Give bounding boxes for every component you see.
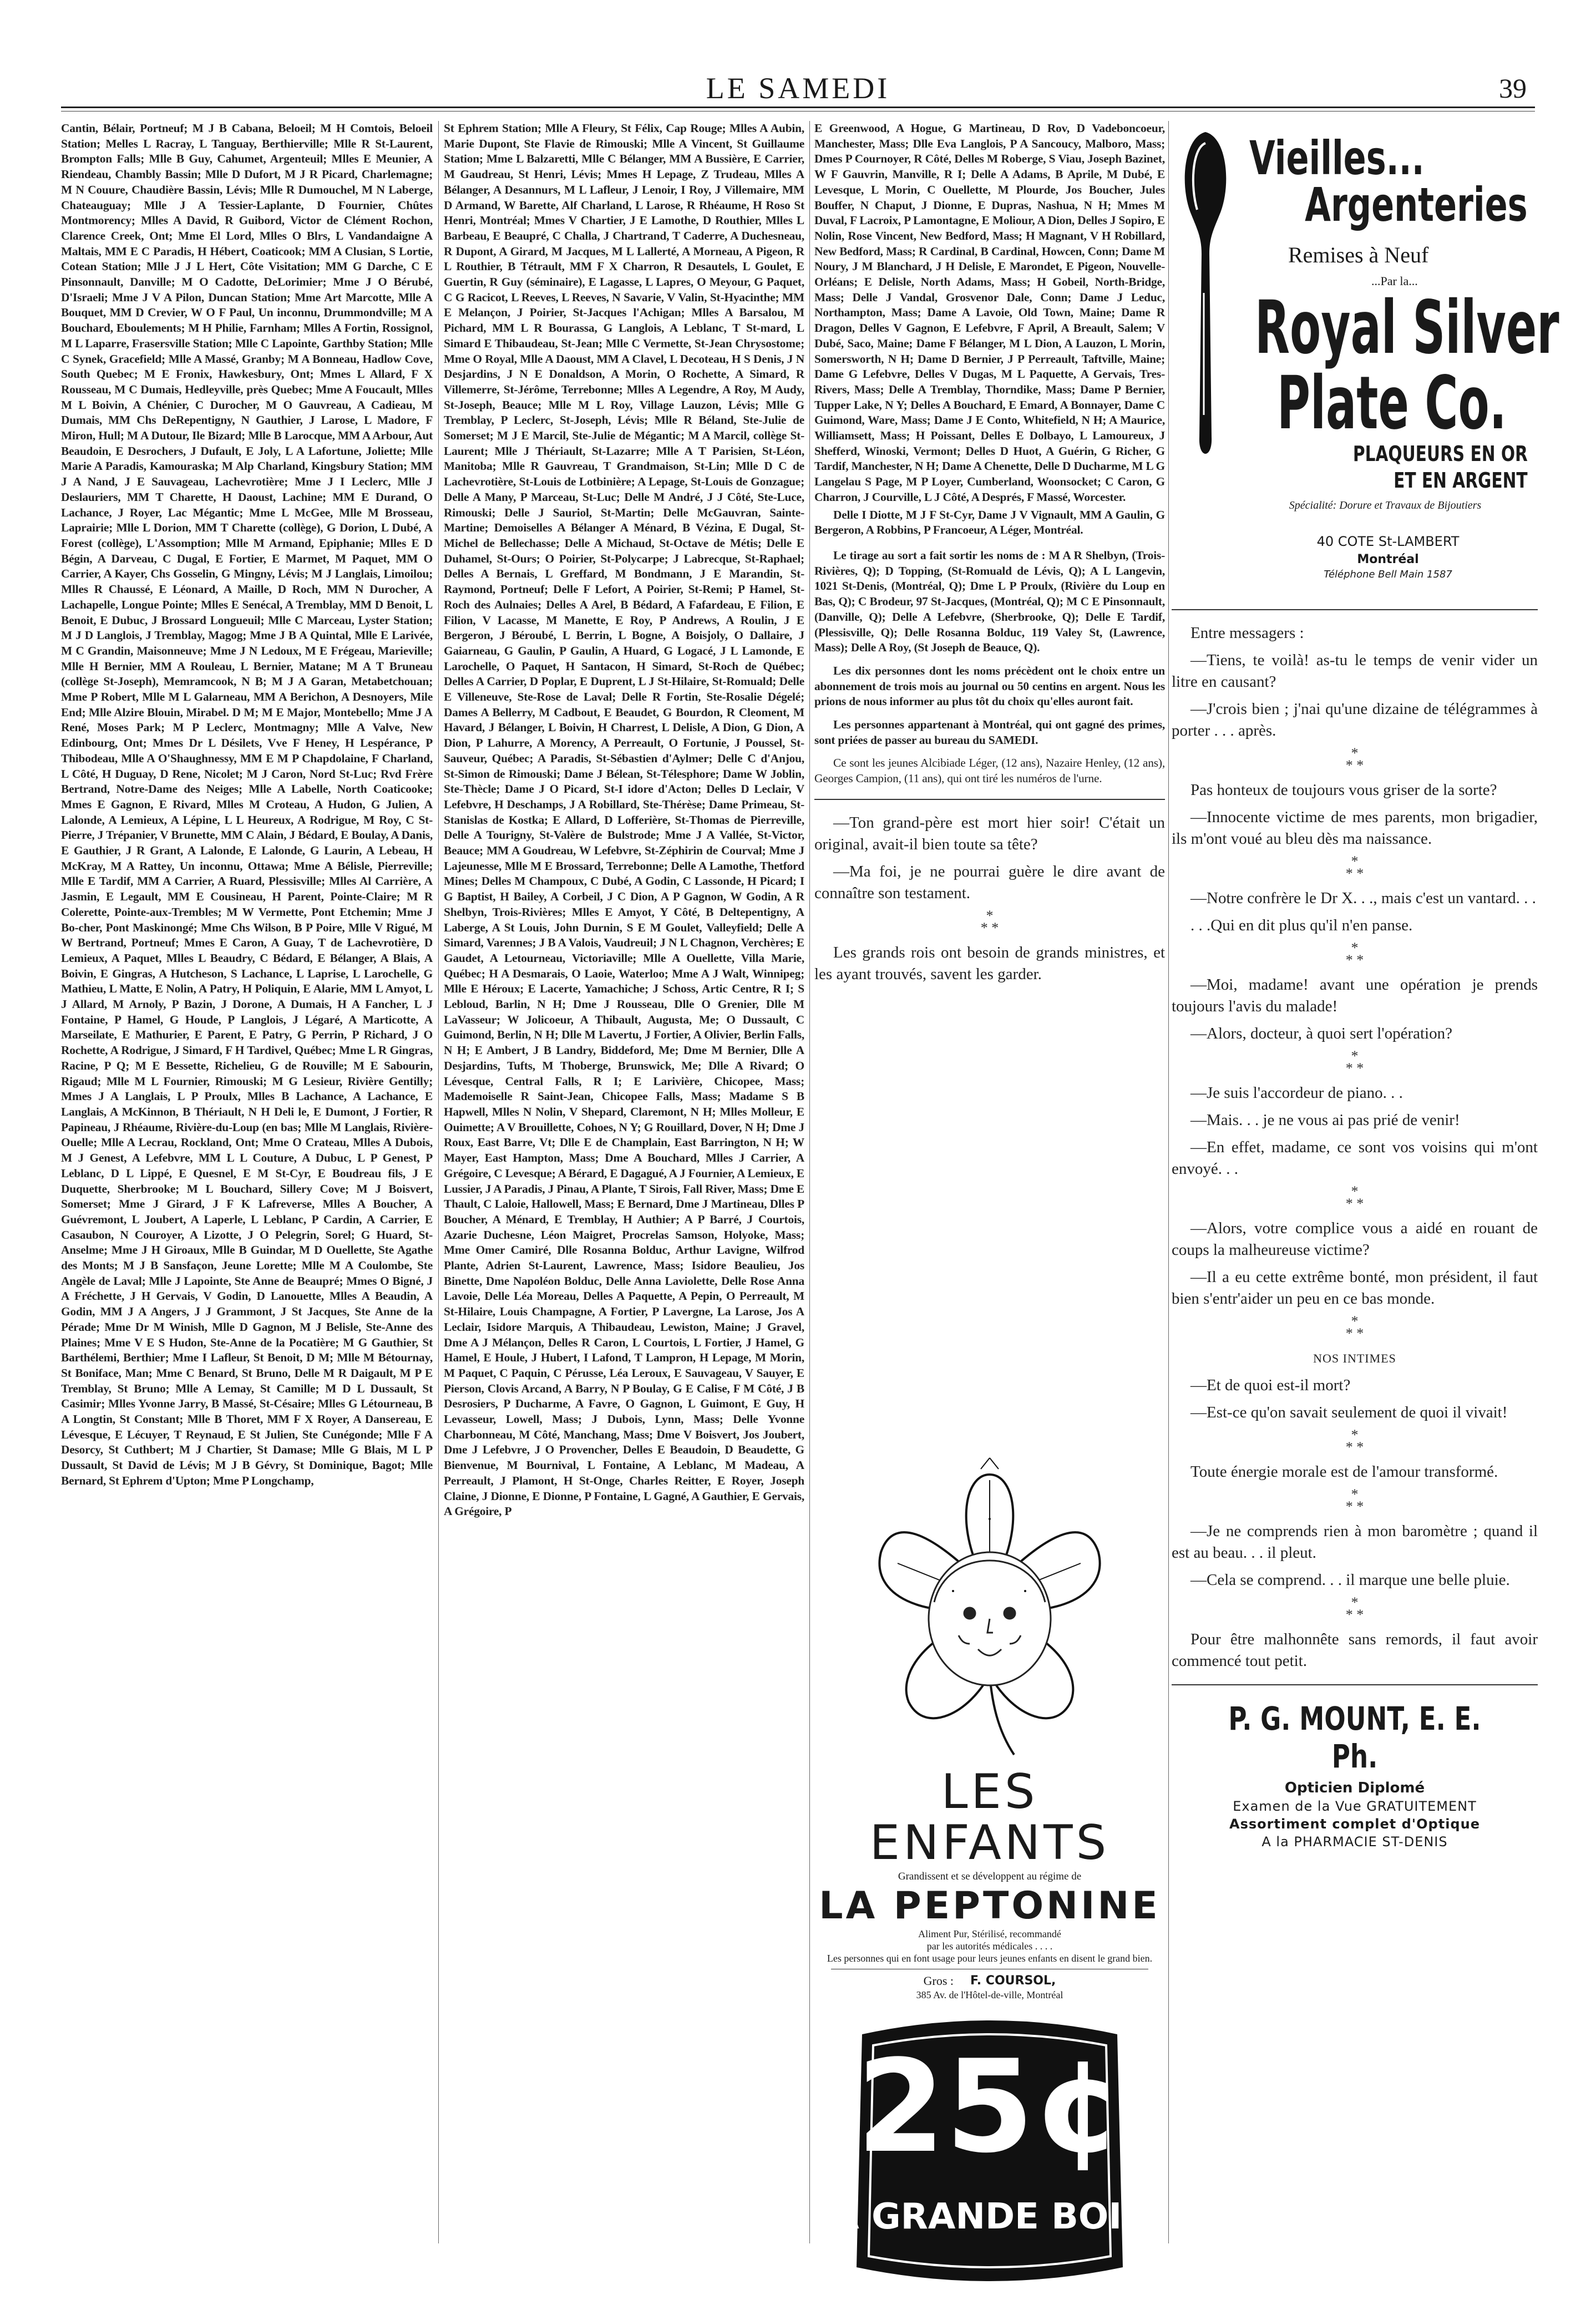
text-p13: —Alors, votre complice vous a aidé en rouant de coups la malheureuse victime? [1172,1219,1538,1259]
optician-line-2: Assortiment complet d'Optique [1229,1816,1480,1832]
divider [814,799,1165,800]
text-p10: —Je suis l'accordeur de piano. . . [1190,1084,1403,1102]
asterism: * * * [1345,1427,1364,1455]
header-rule-thin [61,111,1535,112]
subscribers-list: E Greenwood, A Hogue, G Martineau, D Rov, D Vadeboncoeur, Manchester, Mass; Dlle Eva Langlois, P A Sancoucy, Malboro, Mass; Dmes P Cournoyer, R Côté, Delles M Roberge, S Viau, Joseph Bazinet, W F Gauvrin, Manville, R I; Delle A Adams, B Aprile, M Dubé, E Levesque, L Morin, C Ouellette, M Plourde, Jos Boucher, Jules Bouffer, N Chaput, J Dionne, E Dupras, Nashua, N H; Mmes M Duval, F Lacroix, P Lamontagne, E Moliour, A Dion, Delles J Sopiro, E Nolin, Rose Vincent, New Bedford, Mass; H Magnant, V H Robillard, New Bedford, Mass; R Cardinal, B Cardinal, Howcen, Conn; Dame M Noury, J M Blanchard, J H Delisle, E Marondet, E Pigeon, Nouvelle-Orléans; E Delisle, North Adams, Mass; H Gobeil, North-Bridge, Mass; Delle J Vandal, Grosvenor Dale, Conn; Dame J Leduc, Northampton, Mass; Dame A Lavoie, Old Town, Maine; Dame R Dragon, Delles V Gagnon, E Lefebvre, F April, A Breault, Salem; V Dubé, Saco, Maine; Dame F Bélanger, M L Dion, A Lauzon, L Morin, Somersworth, N H; Dame D Bernier, J P Perreault, Taftville, Maine; Dame G Lefebvre, Delles V Dugas, M L Paquette, A Gervais, Tres-Rivers, Mass; Delle A Tremblay, Thorndike, Mass; Dame P Bernier, Tupper Lake, N Y; Delles A Bouchard, E Emard, A Bonnayer, Dame C Guimond, Ware, Mass; Dame J E Conto, Whitefield, N H; A Maurice, Williamsett, Mass; H Poissant, Delles E Dolbayo, L Lamoureux, J Shefferd, Winoski, Vermont; Delles D Huot, A Guérin, G Richer, G Tardif, Manchester, N H; Dame A Chenette, Delle D Ducharme, M L G Langelau S Page, M P Loyer, Cumberland, Woonsocket; C Caron, G Charron, J Courville, L J Côté, A Després, F Massé, Worcester. [814,121,1165,504]
text-p11: —Mais. . . je ne vous ai pas prié de venir! [1190,1111,1460,1129]
header-rule [61,107,1535,108]
joke-grandfather-a: —Ma foi, je ne pourrai guère le dire avant de connaître son testament. [814,862,1165,902]
text-p6: —Notre confrère le Dr X. . ., mais c'est un vantard. . . [1190,889,1536,907]
ad-address [1244,534,1532,580]
asterism: * * * [1345,1183,1364,1212]
joke-grandfather-q: —Ton grand-père est mort hier soir! C'était un original, avait-il bien toute sa tête? [814,813,1165,853]
text-p20: Pour être malhonnête sans remords, il faut avoir commencé tout petit. [1172,1630,1538,1670]
asterism: * * * [1345,1594,1364,1623]
ad-address: 385 Av. de l'Hôtel-de-ville, Montréal [916,1989,1063,2000]
asterism: * * * [980,907,999,936]
ad-brand-1: Royal Silver [1255,285,1559,371]
column-3 [809,121,1171,2243]
ad-title: LES ENFANTS [869,1764,1110,1871]
ad-line-5: PLAQUEURS EN OR [1352,442,1528,466]
text-p16: —Est-ce qu'on savait seulement de quoi il vivait! [1190,1404,1508,1421]
mount-optician-ad [1172,1700,1538,1850]
notice-montreal: Les personnes appartenant à Montréal, qui ont gagné des primes, sont priées de passer au bureau du SAMEDI. [814,718,1165,747]
heading-nos-intimes: NOS INTIMES [1313,1351,1396,1365]
optician-line-3: A la PHARMACIE ST-DENIS [1261,1834,1448,1850]
column-1 [61,121,433,2243]
ad-line-2: Argenteries [1305,178,1528,232]
text-p4: Pas honteux de toujours vous griser de la sorte? [1190,781,1497,799]
subscribers-list: St Ephrem Station; Mlle A Fleury, St Félix, Cap Rouge; Mlles A Aubin, Marie Dupont, Ste Flavie de Rimouski; Mlle A Vincent, St Guillaume Station; Mme L Balzaretti, Mlle C Bélanger, MM A Bussière, E Carrier, M Gaudreau, St Henri, Lévis; Mmes H Lepage, Z Trudeau, Mlles A Bélanger, A Desannurs, M L Lafleur, J Lenoir, I Roy, J Villemaire, MM D Armand, W Barette, Alf Charland, L Larose, R Rhéaume, H Roso St Henri, Montréal; Mmes V Chartier, J E Lamothe, D Routhier, Mlles L Barbeau, E Beaupré, C Challa, J Chartrand, T Caderre, A Duchesneau, R Dupont, A Girard, M Jacques, M L Lallerté, A Morneau, A Pigeon, R L Routhier, B Tétrault, MM F X Charron, R Desautels, L Goulet, E Guertin, R Guy (séminaire), E Lagasse, L Lapres, O Meyour, G Paquet, C G Racicot, L Reeves, L Reeves, N Savarie, V Valin, St-Hyacinthe; MM E Melançon, J Poirier, St-Jacques l'Achigan; Mlles A Barsalou, M Pichard, MM L R Bourassa, G Langlois, A Leblanc, T St-mard, L Simard E Thibaudeau, St-Jean; Mlle C Vermette, St-Jean Chrysostome; Mme O Royal, Mlle A Daoust, MM A Clavel, L Decoteau, H S Denis, J N Desjardins, J N E Donaldson, A Morin, O Rochette, A Simard, R Villemerre, St-Jérôme, Terrebonne; Mlles A Legendre, A Roy, M Audy, St-Joseph, Beauce; Mlle M L Roy, Village Lauzon, Lévis; Mlle G Tremblay, P Leclerc, St-Joseph, Lévis; Mlle R Béland, Ste-Julie de Somerset; M J E Marcil, Ste-Julie de Mégantic; M A Marcil, collège St-Laurent; Mlle J Thériault, St-Lazarre; Mlle A T Parisien, St-Léon, Manitoba; Mlle R Gauvreau, T Grandmaison, St-Lin; Mlle D C de Lachevrotière, St-Louis de Lotbinière; A Lepage, St-Louis de Gonzague; Delle A Many, P Marceau, St-Luc; Delle M André, J J Côté, Ste-Luce, Rimouski; Delle J Sauriol, St-Martin; Delle McGauvran, Sainte-Martine; Demoiselles A Bélanger A Ménard, B Vézina, E Dugal, St-Michel de Bellechasse; Delle A Michaud, St-Octave de Métis; Delle E Duhamel, St-Ours; O Poirier, St-Polycarpe; J Labrecque, St-Raphael; Delles A Bernais, L Greffard, M Bondmann, J E Marandin, St-Raymond, Portneuf; Delle F Lefort, A Poirier, St-Remi; P Hamel, St-Roch des Aulnaies; Delles A Arel, B Bédard, A Fafardeau, E Filion, E Filion, V Lacasse, M Manette, E Roy, P Andrews, A Roulin, J E Bergeron, J Béroubé, L Berrin, L Bogne, A Boisjoly, O Dallaire, J Gaiarneau, G Gaulin, P Gaulin, A Huard, G Logacé, J L Lamonde, E Larochelle, O Paquet, H Santacon, H Simard, St-Roch de Québec; Delles A Carrier, D Poplar, E Duprent, L J St-Hilaire, St-Romuald; Delle E Villeneuve, Ste-Rose de Laval; Delle R Fortin, Ste-Rosalie Dégelé; Dames A Bellerry, M Cadbout, E Beaudet, G Bourdon, R Cleoment, M Havard, J Bélanger, L Boivin, H Charrest, L Delisle, A Dion, G Dion, A Dion, P Lahurre, A Morency, A Perreault, O Fortunie, J Poussel, St-Sauveur, Québec; A Paradis, St-Sébastien d'Aylmer; Delle C d'Anjou, St-Simon de Rimouski; Dame J Bélean, St-Télesphore; Dame W Joblin, Ste-Thècle; Dame J O Picard, St-I idore d'Acton; Delles D Leclair, V Lefebvre, H Deschamps, J A Robillard, Ste-Thérèse; Dame Primeau, St-Stanislas de Kostka; E Allard, D Lofferière, St-Thomas de Pierreville, Delle A Tourigny, St-Valère de Bulstrode; Mme J A Vallée, St-Victor, Beauce; MM A Goudreau, W Lefebvre, St-Zéphirin de Courval; Mme J Lajeunesse, Mlle M E Brossard, Terrebonne; Delle A Lamothe, Thetford Mines; Delles M Champoux, C Dubé, A Godin, C Lassonde, H Picard; I G Baptist, H Bailey, A Corbeil, J C Dion, A P Gagnon, W Godin, A R Shelbyn, Trois-Rivières; Mlles E Amyot, Y Côté, B Deltepentigny, A Laberge, A St Louis, John Durnin, S E M Goulet, Valleyfield; Delle A Simard, Varennes; J B A Valois, Vaudreuil; J N L Chagnon, Verchères; E Gaudet, A Letourneau, Victoriaville; Mlle A Ouellette, Villa Marie, Québec; H A Desmarais, O Laoie, Waterloo; Mme A J Walt, Winnipeg; Mlle E Héroux; E Lacerte, Yamachiche; J Schoss, Artic Centre, R I; S Lebloud, Barlin, N H; Dme J Rousseau, Dlle O Grenier, Dlle M LaVasseur; W Jolicoeur, A Thibault, Augusta, Me; O Dussault, C Guimond, Berlin, N H; Dlle M Lavertu, J Fortier, A Olivier, Berlin Falls, N H; E Ambert, J B Landry, Biddeford, Me; Dme M Bernier, Dlle A Desjardins, Tufts, M Thoberge, Brunswick, Me; Dlle A Rivard; O Lévesque, Central Falls, R I; E Larivière, Chicopee, Mass; Mademoiselle R Saint-Jean, Chicopee Falls, Mass; Madame S B Hapwell, Mlles N Nolin, V Shepard, Claremont, N H; Mlles Molleur, E Ouimette; A V Brouillette, Cohoes, N Y; G Rouillard, Dover, N H; Dme J Roux, East Barre, Vt; Dlle E de Champlain, East Barrington, N H; W Mayer, East Hampton, Mass; Dme A Bouchard, Mlles J Carrier, A Grégoire, C Levesque; A Bérard, E Dagagué, A J Fournier, A Lemieux, E Lussier, J A Paradis, J Pinau, A Plante, T Sirois, Fall River, Mass; Dme E Thault, C Laloie, Hallowell, Mass; E Bernard, Dme J Martineau, Dlles P Boucher, A Ménard, E Tremblay, H Authier; A P Barré, J Courtois, Azarie Duchesne, Léon Maigret, Procrelas Samson, Holyoke, Mass; Mme Omer Camiré, Dlle Rosanna Bolduc, Arthur Lavigne, Wilfrod Plante, Adrien St-Laurent, Lawrence, Mass; Isidore Beaulieu, Jos Binette, Dme Napoléon Bolduc, Delle Anna Laviolette, Delle Rose Anna Lavoie, Delle Léa Moreau, Delles A Paquette, A Pepin, O Perreault, M St-Hilaire, Louis Champagne, A Fortier, P Lavergne, La Larose, Jos A Leclair, Isidore Marquis, A Thibaudeau, Lewiston, Maine; J Gravel, Dme A J Mélançon, Delles R Caron, L Courtois, L Fortier, J Hamel, G Hamel, E Houle, J Hubert, I Lafond, T Lampron, H Lepage, M Morin, M Paquet, C Paquin, C Pérusse, Léa Leroux, E Sauvageau, V Sauyer, E Pierson, Clovis Arcand, A Barry, N P Boulay, G E Calise, F M Côté, J B Desrosiers, P Ducharme, A Favre, O Gagnon, L Guimont, E Guy, H Levasseur, Lowell, Mass; J Dubois, Lynn, Mass; Delle Yvonne Charbonneau, M Côté, Manchang, Mass; Dme V Boisvert, Jos Joubert, Dme J Lefebvre, J O Provencher, Delles E Beaudoin, D Beaudette, G Bienvenue, M Bournival, L Fontaine, A Leblanc, M Madeau, A Perreault, J Plamont, H St-Onge, Charles Reitter, E Royer, Joseph Claine, J Dionne, E Dionne, P Fontaine, L Gagné, A Gauthier, E Gervais, A Grégoire, P [444,121,804,1518]
ad-gros-name: F. COURSOL, [970,1974,1056,1988]
optician-line-1: Examen de la Vue GRATUITEMENT [1233,1799,1477,1814]
text-p8: —Moi, madame! avant une opération je prends toujours l'avis du malade! [1172,976,1538,1015]
ad-line-3: Remises à Neuf [1288,242,1429,267]
asterism: * * * [1345,745,1364,773]
peptonine-ad [809,1452,1171,2289]
ad-desc-2: par les autorités médicales . . . . [926,1941,1053,1952]
winners-montreal: Delle I Diotte, M J F St-Cyr, Dame J V Vignault, MM A Gaulin, G Bergeron, A Robbins, P Francoeur, A Léger, Montréal. [814,508,1165,537]
optician-role: Opticien Diplomé [1284,1780,1425,1796]
royal-silver-ad [1172,121,1559,580]
column-separator [438,121,439,2243]
divider [1172,609,1538,610]
page-number: 39 [1499,73,1527,104]
text-p19: —Cela se comprend. . . il marque une belle pluie. [1190,1571,1510,1589]
divider [1172,1684,1538,1685]
ad-gros-label: Gros : [923,1974,954,1988]
text-p1: Entre messagers : [1190,624,1304,642]
text-p3: —J'crois bien ; j'nai qu'une dizaine de télégrammes à porter . . . après. [1172,700,1538,739]
newspaper-title: LE SAMEDI [706,72,890,105]
asterism: * * * [1345,1313,1364,1341]
column-separator [809,121,810,2243]
running-header [61,65,1535,118]
notice-choice: Les dix personnes dont les noms précèdent ont le choix entre un abonnement de trois mois au journal ou 50 centins en argent. Nous les prions de nous informer au plus tôt du choix qu'elles auront fait. [814,663,1165,708]
text-p17: Toute énergie morale est de l'amour transformé. [1190,1463,1498,1481]
ad-wholesaler [814,1974,1165,1988]
optician-name: P. G. MOUNT, E. E. Ph. [1228,1700,1481,1775]
column-separator [1168,121,1169,2243]
text-p14: —Il a eu cette extrême bonté, mon président, il faut bien s'entr'aider un peu en ce bas monde. [1172,1268,1538,1308]
ad-subtitle: Grandissent et se développent au régime de [898,1871,1082,1882]
ad-line-6: ET EN ARGENT [1394,468,1528,493]
text-p18: —Je ne comprends rien à mon baromètre ; quand il est au beau. . . il pleut. [1172,1522,1538,1562]
baby-clover-illustration [814,1452,1165,1763]
text-p9: —Alors, docteur, à quoi sert l'opération? [1190,1025,1452,1042]
text-p5: —Innocente victime de mes parents, mon brigadier, ils m'ont voué au bleu dès ma naissance. [1172,808,1538,848]
price-value: 25¢ [856,2033,1123,2181]
ad-street: 40 COTE St-LAMBERT [1316,534,1460,549]
ad-telephone: Téléphone Bell Main 1587 [1324,569,1452,580]
price-badge [809,2012,1171,2289]
ad-desc-1: Aliment Pur, Stérilisé, recommandé [918,1928,1061,1939]
asterism: * * * [1345,940,1364,968]
asterism: * * * [1345,853,1364,882]
notice-draw: Ce sont les jeunes Alcibiade Léger, (12 ans), Nazaire Henley, (12 ans), Georges Campion, (11 ans), qui ont tiré les numéros de l'urne. [814,756,1165,786]
ad-specialite: Spécialité: Dorure et Travaux de Bijoutiers [1289,499,1482,511]
asterism: * * * [1345,1048,1364,1076]
price-caption: LA GRANDE BOITE [809,2196,1171,2237]
text-p15: —Et de quoi est-il mort? [1190,1376,1351,1394]
draw-results: Le tirage au sort a fait sortir les noms de : M A R Shelbyn, (Trois-Rivières, Q); D Topping, (St-Romuald de Lévis, Q); A L Langevin, 1021 St-Denis, (Montréal, Q); Dme L P Proulx, (Rivière du Loup en Bas, Q); C Brodeur, 97 St-Jacques, (Montréal, Q); M C E Pinsonnault, (Danville, Q); Delle A Lefebvre, (Sherbrooke, Q); Delle E Tardif, (Plessisville, Q); Delle Rosanna Bolduc, 119 Valey St, (Lawrence, Mass); Delle A Roy, (St Joseph de Beauce, Q). [814,548,1165,655]
column-4 [1172,121,1559,2243]
maxim-kings: Les grands rois ont besoin de grands ministres, et les ayant trouvés, savent les garder. [814,943,1165,983]
text-p2: —Tiens, te voilà! as-tu le temps de venir vider un litre en causant? [1172,651,1538,691]
ad-desc-3: Les personnes qui en font usage pour leurs jeunes enfants en disent le grand bien. [827,1953,1153,1964]
spoon-icon [1175,126,1236,470]
column-2 [444,121,804,2243]
asterism: * * * [1345,1486,1364,1514]
ad-city: Montréal [1357,553,1419,566]
ad-brand-2: Plate Co. [1277,361,1507,446]
ad-brand: LA PEPTONINE [819,1884,1161,1928]
text-p12: —En effet, madame, ce sont vos voisins qui m'ont envoyé. . . [1172,1138,1538,1178]
ad-line-4: ...Par la... [1371,274,1418,288]
ad-line-1: Vieilles... [1249,131,1425,185]
text-p7: . . .Qui en dit plus qu'il n'en panse. [1190,916,1413,934]
subscribers-list: Cantin, Bélair, Portneuf; M J B Cabana, Beloeil; M H Comtois, Beloeil Station; Melles L Racray, L Tanguay, Berthierville; Mlle R St-Laurent, Brompton Falls; Mlle B Guy, Cahumet, Argenteuil; Mlles E Meunier, A Riendeau, Chambly Bassin; Mlle D Dufort, M J R Picard, Charlemagne; M N Couure, Chaudière Bassin, Lévis; Mlle R Dumouchel, M N Laberge, Chateauguay; Mlle J A Tessier-Laplante, D Fournier, Chûtes Montmorency; Mlles A David, R Guibord, Victor de Clément Rochon, Clarence Creek, Ont; Mme El Lord, Mlles O Blrs, L Vandandaigne A Maltais, MM E C Paradis, H Hébert, Coaticook; MM A Clusian, S Lortie, Cotean Station; Mlle J J L Hert, Côte Visitation; MM G Darche, C E Pinsonnault, Danville; M O Cadotte, DeLorimier; Mme J O Bérubé, D'Israeli; Mme J V A Pilon, Duncan Station; Mme Art Marcotte, Mlle A Bouquet, MM D Crevier, W O F Paul, Un inconnu, Drummondville; M A Bouchard, Eboulements; M H Philie, Farnham; Mlles A Fortin, Rossignol, M L Laparre, Frasersville Station; Mlle C Lapointe, Garthby Station; Mlle C Synek, Gracefield; Mlle A Massé, Granby; M A Bonneau, Hadlow Cove, South Quebec; M E Fronix, Hawkesbury, Ont; Mmes L Allard, F X Rousseau, M C Dumais, Hedleyville, près Quebec; Mme A Foucault, Mlles M L Boivin, A Chénier, C Durocher, M O Gauvreau, A Cadieau, M Dumais, MM Chs DeRepentigny, N Gauthier, J Larose, L Madore, F Miron, Hull; M A Dutour, Ile Bizard; Mlle B Larocque, MM A Arbour, Aut Beaudoin, E Desrochers, J Dufault, E Joly, L A Lafortune, Joliette; Mlle Marie A Paradis, Kamouraska; M Alp Charland, Kingsbury Station; MM J A Nand, J E Sauvageau, Lachevrotière; Mme J I Leclerc, Mlle J Deslauriers, MM T Charette, H Daoust, Lachine; MM E Durand, O Lachance, J Royer, Lac Mégantic; Mme L McGee, Mlle M Brosseau, Laprairie; Mlle L Dorion, MM T Charette (collège), G Dorion, L Dubé, A Forest (collège), L'Assomption; Mlle M Armand, Epiphanie; Mlles E D Bégin, A Darveau, C Dugal, E Fortier, E Marmet, M Paquet, MM O Carrier, A Kayer, Chs Gosselin, G Mingny, Lévis; M J Langlais, Limoilou; Mlles R Chaussé, E Léonard, A Maille, D Roch, MM N Durocher, A Lachapelle, Longue Pointe; Mlles E Senécal, A Tremblay, MM D Benoit, L Benoit, E Dubuc, J Brossard Longueuil; Mlle C Marceau, Lyster Station; M J D Langlois, J Tremblay, Magog; Mme J B A Quintal, Mlle E Larivée, M C Grandin, Maisonneuve; Mme J N Ledoux, M E Frégeau, Marieville; Mlle H Bernier, MM A Rouleau, L Bernier, Matane; M A T Bruneau (collège St-Joseph), Memramcook, N B; M J A Garan, Metabetchouan; Mme P Robert, Mlle M L Galarneau, MM A Berichon, A Desnoyers, Mile End; Mlle Alzire Blouin, Mirabel. D M; M E Major, Montebello; Mme J A René, Moses Park; M P Leclerc, Montmagny; Mlle A Valve, New Edinbourg, Ont; Mmes Dr L Désilets, Vve F Heney, H Lespérance, P Thibodeau, Mlle A O'Shaughnessy, MM E M P Chapdolaine, F Charland, L Côté, H Duguay, D Rene, Nicolet; M J Caron, Nord St-Luc; Rvd Frère Bertrand, Notre-Dame des Neiges; Mlle A Labelle, North Coaticooke; Mmes E Gagnon, E Rivard, Mlles M Croteau, A Hudon, G Julien, A Lalonde, A Lemieux, A Lépine, L L Heureux, A Rodrigue, M Roy, C St-Pierre, J Trépanier, V Brunette, MM C Alain, J Bédard, E Boulay, A Danis, E Gauthier, J R Grant, A Lalonde, E Lalonde, G Laurin, A Lebeau, H McKray, M A Rattey, Un inconnu, Ottawa; Mme A Bélisle, Pierreville; Mlle E Tardif, MM A Carrier, A Ruard, Plessisville; Mlles Al Carrière, A Jasmin, E Legault, MM E Cousineau, H Parent, Pointe-Claire; M R Colerette, Pointe-aux-Trembles; M W Vermette, Pont Etchemin; Mme J Bo-cher, Pont Maskinongé; Mme Chs Wilson, B P Poire, Mlle V Rigué, M W Bertrand, Portneuf; Mmes E Caron, A Guay, T de Lachevrotière, D Lemieux, A Paquet, Mlles L Beaudry, C Bédard, E Bélanger, A Blais, A Boivin, E Gingras, A Hutcheson, S Lachance, L Laprise, L Larochelle, G Mathieu, L Matte, E Nolin, A Patry, H Poliquin, E Alarie, MM L Amyot, L J Allard, M Arnoly, P Bazin, J Dorone, A Dumais, H A Fancher, L J Fontaine, P Hamel, G Houde, P Langlois, J Légaré, A Marticotte, A Marseilate, E Mathurier, E Parent, E Patry, G Perrin, P Richard, J O Rochette, A Rodrigue, J Simard, F H Tardivel, Québec; Mme L R Gingras, Racine, P Q; M E Bessette, Richelieu, G de Rouville; M E Sabourin, Rigaud; Mlle M L Fournier, Rimouski; M G Lesieur, Rivière Gentilly; Mmes J A Langlais, L P Proulx, Mlles B Lachance, A Lachance, E Langlais, A McKinnon, B Thériault, N H Deli le, E Dumont, J Fortier, R Papineau, J Rhéaume, Rivière-du-Loup (en bas; Mlle M Langlais, Rivière-Ouelle; Mlle A Lecrau, Rockland, Ont; Mme O Crateau, Mlles A Dubois, M J Genest, A Lefebvre, MM L L Couture, A Dubuc, L P Genest, P Leblanc, D L Lippé, E Quesnel, E M St-Cyr, E Boudreau fils, J E Duquette, Sherbrooke; M L Bouchard, Sillery Cove; M J Boisvert, Somerset; Mme J Girard, J F K Lafreverse, Mlles A Boucher, A Guévremont, L Joubert, A Laperle, L Leblanc, P Cardin, A Carrier, E Casaubon, N Couroyer, A Lizotte, J O Pelegrin, Sorel; G Huard, St-Anselme; Mme J H Giroaux, Mlle B Guindar, M D Ouellette, Ste Agathe des Monts; M J B Sansfaçon, Jeune Lorette; Mlle M A Coulombe, Ste Angèle de Laval; Mlle J Lapointe, Ste Anne de Beaupré; Mmes O Bigné, J A Fréchette, J H Gervais, V Godin, D Lanouette, Mlles A Beaudin, A Godin, MM J A Angers, J J Grammont, J St Jacques, Ste Anne de la Pérade; Mme Dr M Winish, Mlle D Gagnon, M J Belisle, Ste-Anne des Plaines; Mme V E S Hudon, Ste-Anne de la Pocatière; M G Gauthier, St Barthélemi, Berthier; Mme I Lafleur, St Benoit, D M; Mlle M Bétournay, St Boniface, Man; Mme C Benard, St Bruno, Delle M R Daigault, M P E Tremblay, St Bruno; Mlle A Lemay, St Camille; M D L Dussault, St Casimir; Mlles Yvonne Jarry, B Massé, St-Césaire; Mlles G Létourneau, B A Longtin, St Constant; Mlle B Thoret, MM F X Royer, A Dansereau, E Lévesque, E Lécuyer, T Reynaud, E St Julien, Ste Cunégonde; Mlle F A Desorcy, St Cuthbert; M J Chartier, St Damase; Mlle G Blais, M L P Dussault, St David de Lévis; M J B Gévry, St Dominique, Bagot; Mlle Bernard, St Ephrem d'Upton; Mme P Longchamp, [61,121,433,1487]
